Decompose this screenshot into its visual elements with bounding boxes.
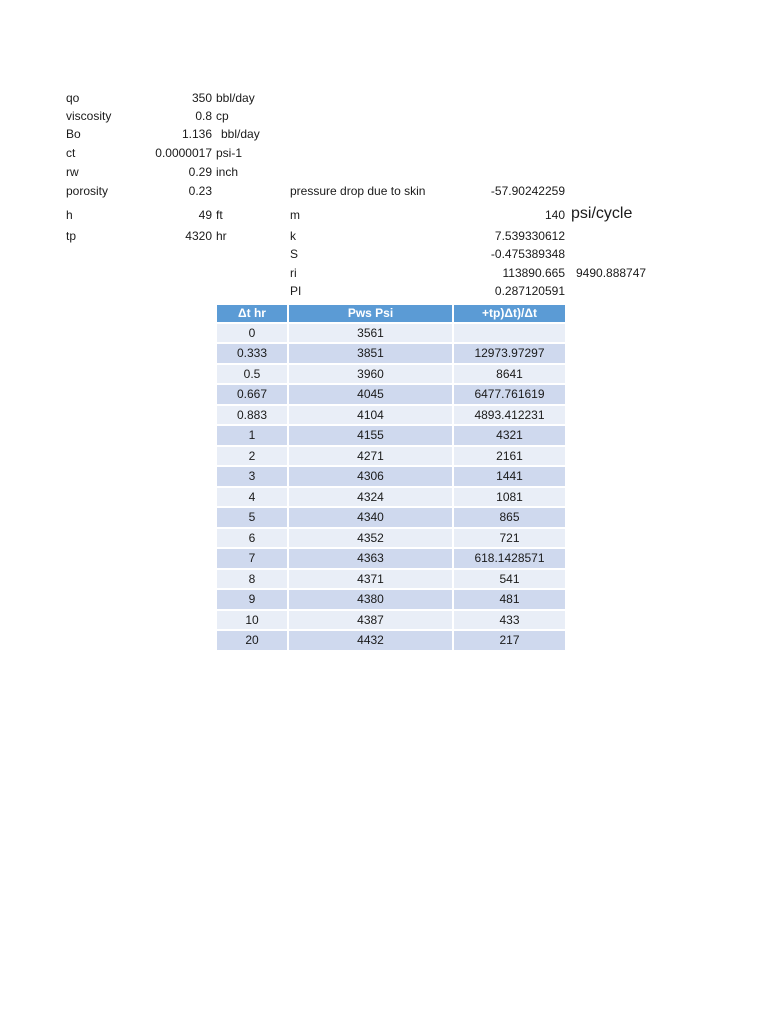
param-label-qo: qo	[66, 91, 80, 105]
param-value-ct: 0.0000017	[155, 146, 212, 160]
table-row	[217, 426, 565, 445]
param-label-h: h	[66, 208, 73, 222]
cell-pws: 4306	[289, 467, 452, 486]
cell-pws: 3561	[289, 324, 452, 343]
table-row	[217, 344, 565, 363]
table-body	[217, 324, 565, 650]
param-label-rw: rw	[66, 165, 79, 179]
cell-horner-ratio: 721	[454, 529, 565, 548]
m-label: m	[290, 208, 300, 222]
cell-pws: 3851	[289, 344, 452, 363]
header-pws: Pws Psi	[289, 305, 452, 322]
cell-delta-t: 5	[217, 508, 287, 527]
param-label-tp: tp	[66, 229, 77, 243]
cell-horner-ratio: 1441	[454, 467, 565, 486]
table-row	[217, 529, 565, 548]
cell-horner-ratio: 481	[454, 590, 565, 609]
table-row	[217, 611, 565, 630]
param-unit-bo: bbl/day	[221, 127, 260, 141]
param-label-ct: ct	[66, 146, 76, 160]
param-value-bo: 1.136	[181, 127, 212, 141]
cell-pws: 4380	[289, 590, 452, 609]
cell-delta-t: 0	[217, 324, 287, 343]
cell-horner-ratio: 12973.97297	[454, 344, 565, 363]
table-row	[217, 590, 565, 609]
cell-pws: 4324	[289, 488, 452, 507]
k-value: 7.539330612	[494, 229, 565, 243]
cell-delta-t: 10	[217, 611, 287, 630]
table-row	[217, 631, 565, 650]
cell-pws: 4363	[289, 549, 452, 568]
pi-value: 0.287120591	[494, 284, 565, 298]
header-delta-t: Δt hr	[217, 305, 287, 322]
table-row	[217, 365, 565, 384]
param-unit-viscosity: cp	[216, 109, 229, 123]
skin-drop-label: pressure drop due to skin	[290, 184, 426, 198]
ri-label: ri	[290, 266, 297, 280]
cell-horner-ratio: 541	[454, 570, 565, 589]
cell-delta-t: 2	[217, 447, 287, 466]
cell-horner-ratio: 433	[454, 611, 565, 630]
param-unit-h: ft	[216, 208, 223, 222]
cell-horner-ratio: 1081	[454, 488, 565, 507]
ri-extra-value: 9490.888747	[576, 266, 647, 280]
table-row	[217, 324, 565, 343]
table-row	[217, 508, 565, 527]
cell-pws: 4045	[289, 385, 452, 404]
cell-pws: 4104	[289, 406, 452, 425]
m-value: 140	[544, 208, 565, 222]
param-value-h: 49	[198, 208, 212, 222]
cell-horner-ratio: 6477.761619	[454, 385, 565, 404]
cell-pws: 4387	[289, 611, 452, 630]
cell-pws: 3960	[289, 365, 452, 384]
param-value-porosity: 0.23	[188, 184, 212, 198]
cell-horner-ratio	[454, 324, 565, 343]
table-row	[217, 549, 565, 568]
cell-delta-t: 20	[217, 631, 287, 650]
cell-horner-ratio: 2161	[454, 447, 565, 466]
table-row	[217, 467, 565, 486]
table-row	[217, 406, 565, 425]
header-horner-ratio: +tp)Δt)/Δt	[454, 305, 565, 322]
cell-pws: 4271	[289, 447, 452, 466]
table-header-row	[217, 305, 565, 322]
cell-delta-t: 0.667	[217, 385, 287, 404]
s-label: S	[290, 247, 299, 261]
cell-pws: 4371	[289, 570, 452, 589]
table-row	[217, 488, 565, 507]
cell-delta-t: 1	[217, 426, 287, 445]
param-unit-tp: hr	[216, 229, 227, 243]
param-value-tp: 4320	[185, 229, 212, 243]
cell-horner-ratio: 4321	[454, 426, 565, 445]
param-value-rw: 0.29	[188, 165, 212, 179]
param-label-viscosity: viscosity	[66, 109, 112, 123]
table-row	[217, 447, 565, 466]
cell-delta-t: 8	[217, 570, 287, 589]
pi-label: PI	[290, 284, 302, 298]
m-unit: psi/cycle	[571, 205, 633, 222]
param-unit-ct: psi-1	[216, 146, 243, 160]
cell-delta-t: 6	[217, 529, 287, 548]
cell-horner-ratio: 865	[454, 508, 565, 527]
ri-value: 113890.665	[502, 266, 565, 280]
k-label: k	[290, 229, 296, 243]
cell-delta-t: 9	[217, 590, 287, 609]
param-value-qo: 350	[191, 91, 212, 105]
cell-pws: 4432	[289, 631, 452, 650]
s-value: -0.475389348	[490, 247, 565, 261]
cell-delta-t: 0.883	[217, 406, 287, 425]
cell-horner-ratio: 8641	[454, 365, 565, 384]
table-row	[217, 570, 565, 589]
param-label-bo: Bo	[66, 127, 81, 141]
cell-delta-t: 3	[217, 467, 287, 486]
cell-pws: 4352	[289, 529, 452, 548]
table-row	[217, 385, 565, 404]
param-unit-rw: inch	[216, 165, 239, 179]
cell-horner-ratio: 4893.412231	[454, 406, 565, 425]
cell-delta-t: 4	[217, 488, 287, 507]
pressure-buildup-table	[215, 303, 567, 652]
skin-drop-value: -57.90242259	[490, 184, 565, 198]
param-unit-qo: bbl/day	[216, 91, 255, 105]
cell-delta-t: 7	[217, 549, 287, 568]
cell-pws: 4340	[289, 508, 452, 527]
cell-pws: 4155	[289, 426, 452, 445]
cell-horner-ratio: 217	[454, 631, 565, 650]
param-value-viscosity: 0.8	[195, 109, 212, 123]
param-label-porosity: porosity	[66, 184, 109, 198]
cell-horner-ratio: 618.1428571	[454, 549, 565, 568]
cell-delta-t: 0.5	[217, 365, 287, 384]
cell-delta-t: 0.333	[217, 344, 287, 363]
